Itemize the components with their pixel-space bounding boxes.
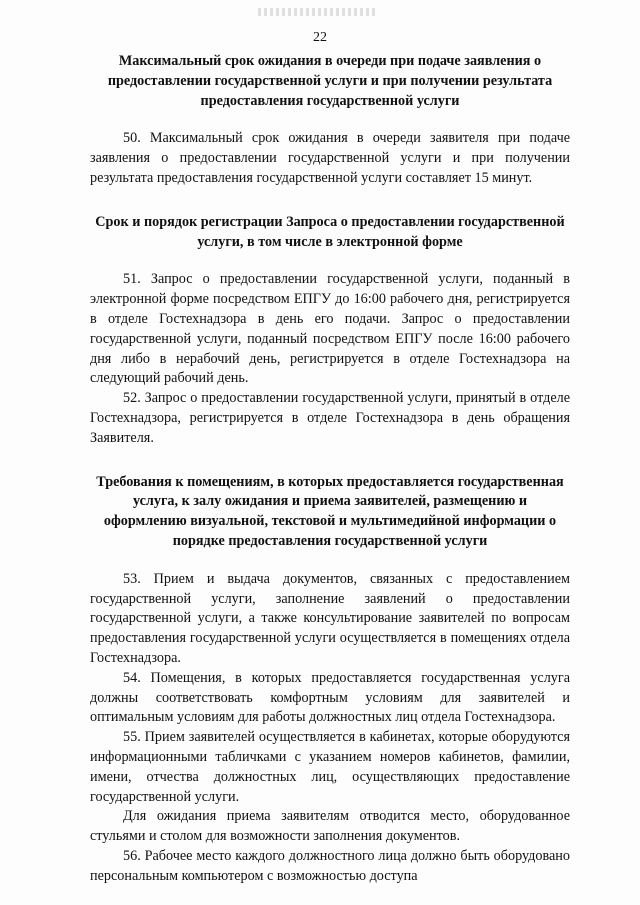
paragraph: Для ожидания приема заявителям отводится место, оборудованное стульями и столом для возможности заполнения документов. [90, 808, 570, 845]
paragraph: 52. Запрос о предоставлении государственной услуги, принятый в отделе Гостехнадзора, регистрируется в отделе Гостехнадзора в день обращения Заявителя. [90, 390, 570, 446]
section-heading: Требования к помещениям, в которых предоставляется государственная услуга, к залу ожидания и приема заявителей, размещению и оформлению визуальной, текстовой и мультимедийной информации о порядке предоставления государственной услуги [96, 473, 564, 549]
document-body [90, 52, 570, 886]
section-heading: Максимальный срок ожидания в очереди при подаче заявления о предоставлении государственной услуги и при получении результата предоставления государственной услуги [107, 53, 553, 109]
paragraph: 54. Помещения, в которых предоставляется государственная услуга должны соответствовать комфортным условиям для заявителей и оптимальным условиям для работы должностных лиц отдела Гостехнадзора. [90, 669, 570, 726]
paragraph: 51. Запрос о предоставлении государственной услуги, поданный в электронной форме посредством ЕПГУ до 16:00 рабочего дня, регистрируется в отделе Гостехнадзора в день его подачи. Запрос о предоставлении государственной услуги, поданный посредством ЕПГУ после 16:00 рабочего дня либо в нерабочий день, регистрируется в отделе Гостехнадзора на следующий рабочий день. [90, 271, 570, 387]
paragraph: 56. Рабочее место каждого должностного лица должно быть оборудовано персональным компьютером с возможностью доступа [90, 847, 570, 884]
section-heading: Срок и порядок регистрации Запроса о предоставлении государственной услуги, в том числе в электронной форме [95, 213, 565, 250]
page-number: 22 [313, 30, 327, 45]
paragraph: 53. Прием и выдача документов, связанных с предоставлением государственной услуги, заполнение заявлений о предоставлении государственной услуги, а также консультирование заявителей по вопросам предоставления государственной услуги осуществляется в помещениях отдела Гостехнадзора. [90, 570, 570, 666]
scan-artifact [258, 8, 376, 16]
paragraph: 50. Максимальный срок ожидания в очереди заявителя при подаче заявления о предоставлении государственной услуги и при получении результата предоставления государственной услуги составляет 15 минут. [90, 130, 570, 186]
paragraph: 55. Прием заявителей осуществляется в кабинетах, которые оборудуются информационными табличками с указанием номеров кабинетов, фамилии, имени, отчества должностных лиц, осуществляющих предоставление государственной услуги. [90, 729, 570, 805]
